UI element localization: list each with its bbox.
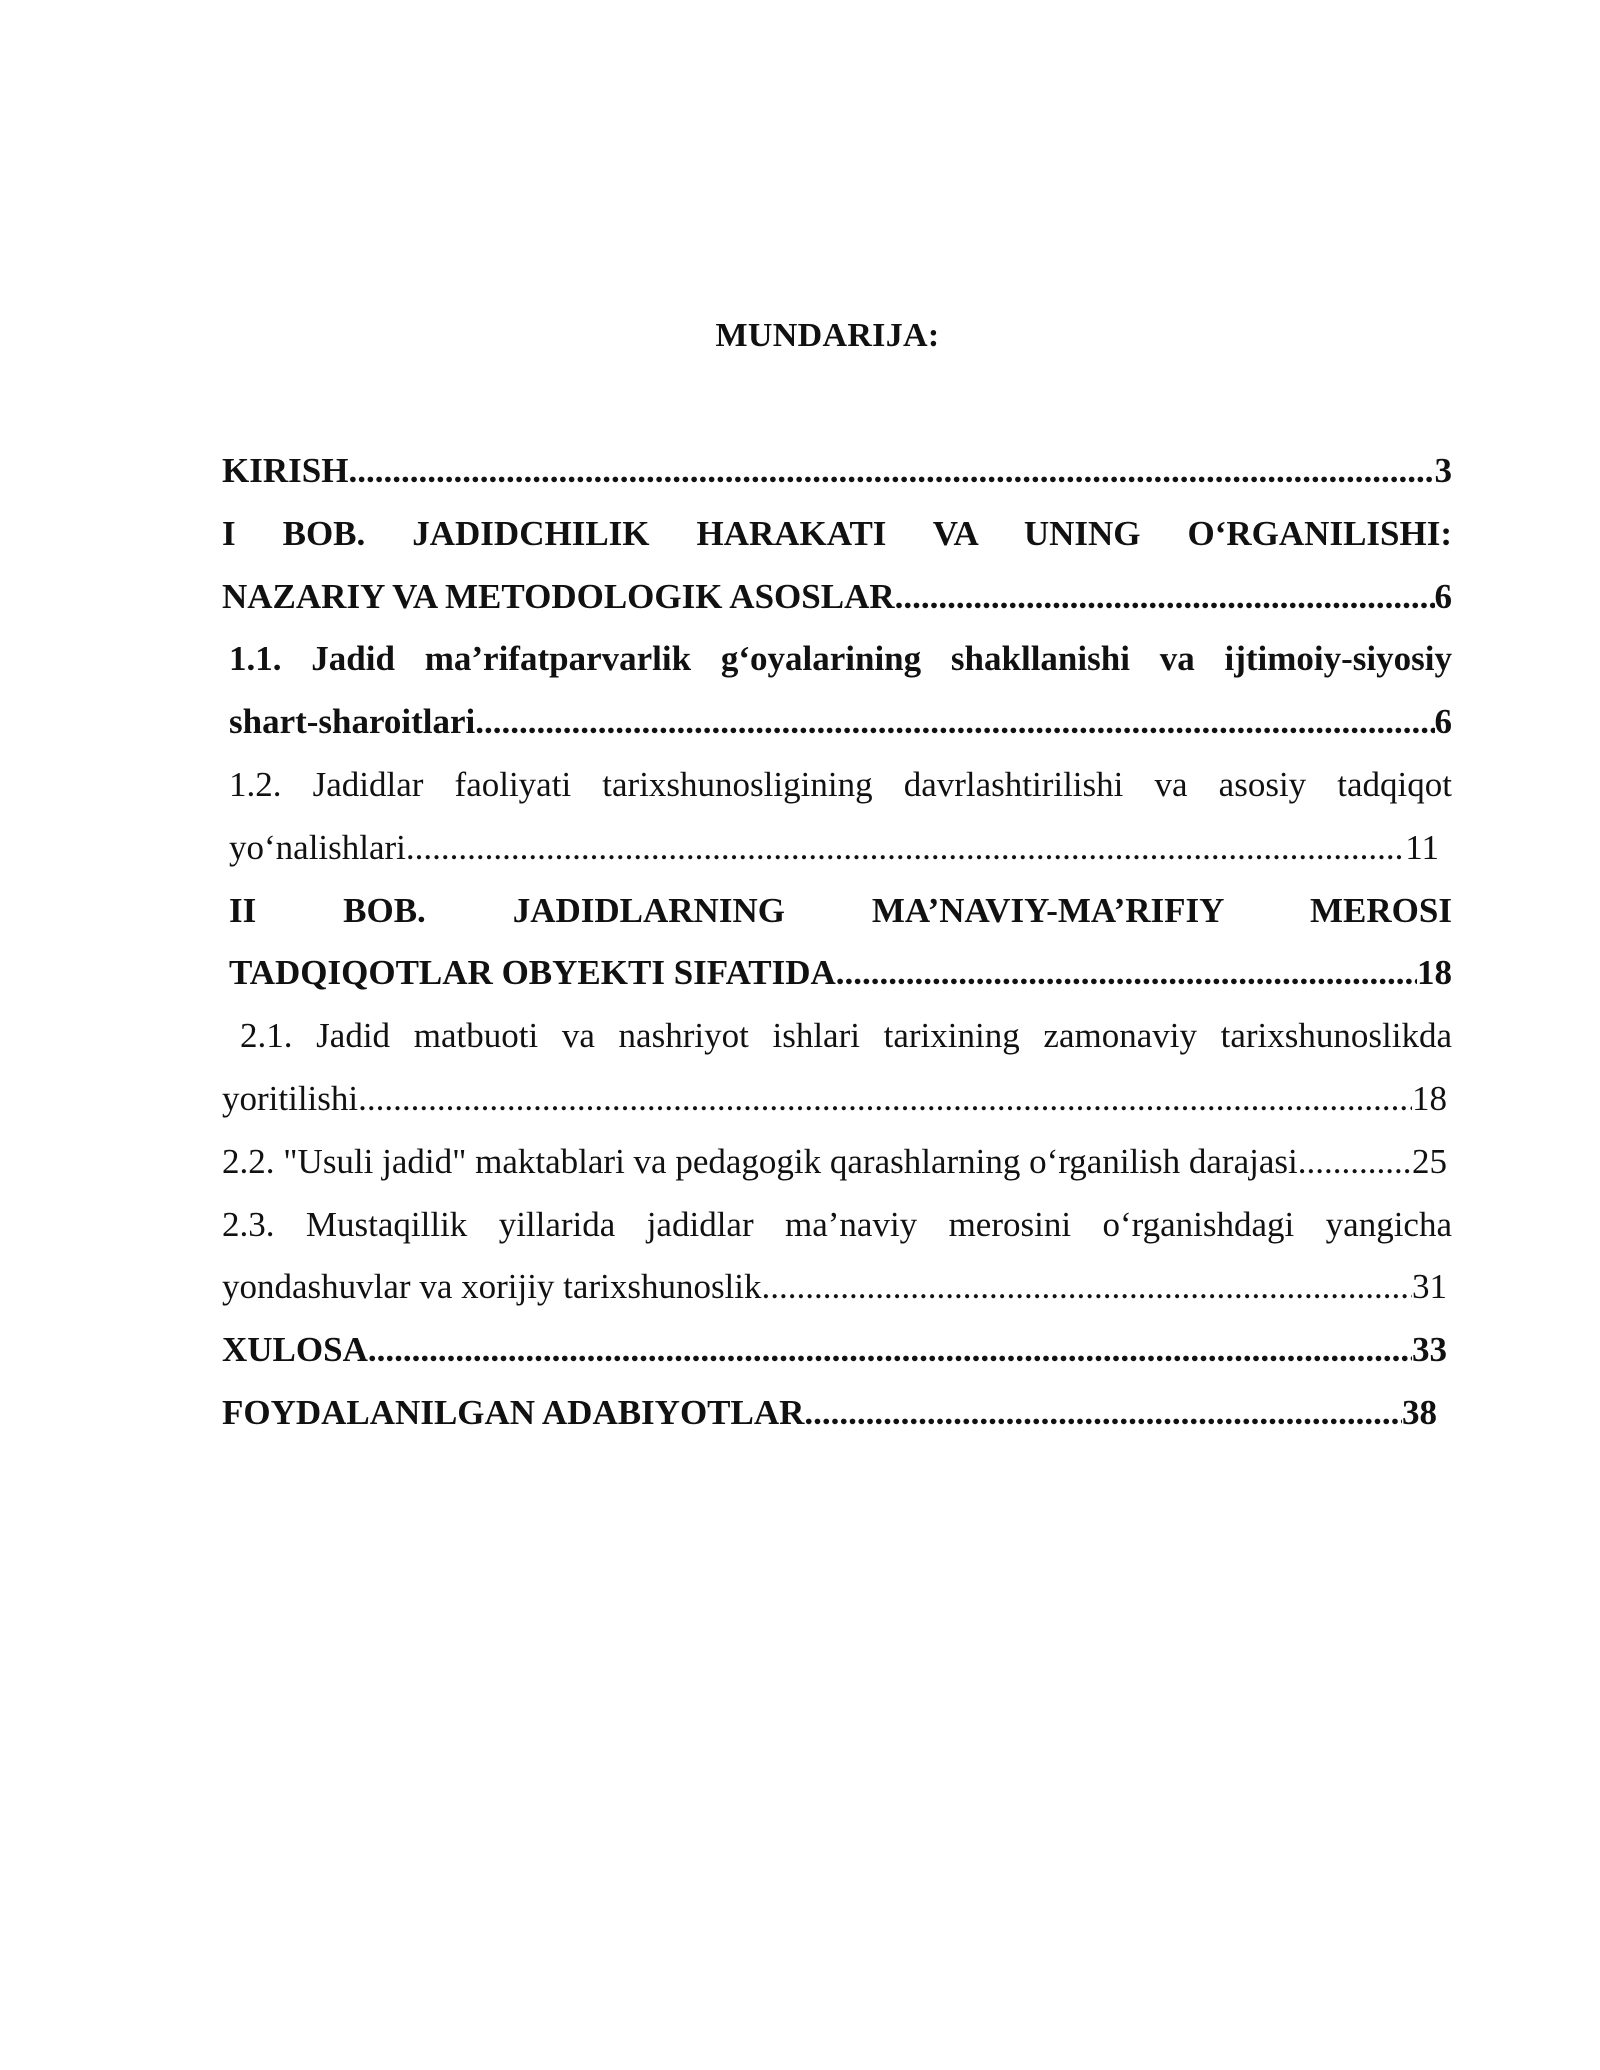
- dot-leader: [1298, 1131, 1412, 1194]
- dot-leader: [895, 566, 1435, 629]
- page-title: MUNDARIJA:: [715, 317, 940, 354]
- toc-entry-label: XULOSA: [222, 1330, 368, 1370]
- toc-entry-section-1-1[interactable]: [222, 628, 1452, 754]
- toc-entry-last-line: [222, 1068, 1447, 1131]
- toc-entry-last-line: [222, 566, 1452, 629]
- toc-entry-section-2-1[interactable]: [222, 1005, 1452, 1131]
- toc-page-number: 18: [1417, 953, 1452, 993]
- dot-leader: [348, 440, 1434, 503]
- toc-entry-section-2-2[interactable]: [222, 1131, 1447, 1194]
- toc-entry-last-line: [222, 1256, 1447, 1319]
- dot-leader: [804, 1382, 1402, 1445]
- table-of-contents: [222, 440, 1452, 1445]
- dot-leader: [836, 942, 1417, 1005]
- toc-entry-label: KIRISH: [222, 451, 349, 490]
- toc-entry-chapter-2[interactable]: [222, 880, 1452, 1006]
- toc-entry-chapter-1[interactable]: [222, 503, 1452, 629]
- toc-page-number: 18: [1412, 1078, 1447, 1118]
- toc-entry-section-1-2[interactable]: [222, 754, 1452, 880]
- toc-page-number: 31: [1412, 1267, 1447, 1307]
- dot-leader: [358, 1068, 1412, 1131]
- toc-page-number: 33: [1412, 1330, 1447, 1370]
- toc-entry-label: 2.3. Mustaqillik yillarida jadidlar ma’naviy merosini o‘rganishdagi yangicha: [222, 1204, 1452, 1244]
- toc-entry-label: 2.1. Jadid matbuoti va nashriyot ishlari tarixining zamonaviy tarixshunoslikda: [240, 1016, 1452, 1056]
- toc-entry-label-cont: yoritilishi: [222, 1078, 359, 1118]
- toc-entry-label-cont: NAZARIY VA METODOLOGIK ASOSLAR: [222, 576, 895, 616]
- toc-entry-label: II BOB. JADIDLARNING MA’NAVIY-MA’RIFIY MEROSI: [229, 890, 1452, 930]
- toc-entry-section-2-3[interactable]: [222, 1194, 1452, 1320]
- toc-entry-label: 2.2. "Usuli jadid" maktablari va pedagogik qarashlarning o‘rganilish darajasi: [222, 1141, 1298, 1181]
- toc-page-number: 25: [1412, 1141, 1447, 1181]
- toc-entry-label-cont: yo‘nalishlari: [229, 827, 406, 867]
- toc-page-number: 6: [1434, 702, 1452, 742]
- toc-page-number: 11: [1405, 827, 1439, 867]
- toc-entry-label: I BOB. JADIDCHILIK HARAKATI VA UNING O‘RGANILISHI:: [222, 513, 1452, 553]
- toc-entry-last-line: [229, 942, 1452, 1005]
- dot-leader: [762, 1256, 1412, 1319]
- toc-page-number: 38: [1402, 1392, 1437, 1432]
- toc-entry-label: 1.1. Jadid ma’rifatparvarlik g‘oyalarining shakllanishi va ijtimoiy-siyosiy: [229, 639, 1452, 679]
- dot-leader: [475, 691, 1434, 754]
- toc-page-number: 3: [1434, 451, 1452, 490]
- toc-entry-label: FOYDALANILGAN ADABIYOTLAR: [222, 1392, 805, 1432]
- toc-entry-label: 1.2. Jadidlar faoliyati tarixshunosligining davrlashtirilishi va asosiy tadqiqot: [229, 764, 1452, 804]
- toc-entry-last-line: [229, 691, 1452, 754]
- toc-entry-kirish[interactable]: [222, 440, 1452, 503]
- toc-entry-xulosa[interactable]: [222, 1319, 1447, 1382]
- toc-entry-last-line: [229, 817, 1439, 880]
- dot-leader: [406, 817, 1405, 880]
- toc-entry-bibliography[interactable]: [222, 1382, 1437, 1445]
- dot-leader: [368, 1319, 1412, 1382]
- toc-entry-label-cont: shart-sharoitlari: [229, 702, 476, 742]
- toc-entry-label-cont: TADQIQOTLAR OBYEKTI SIFATIDA: [229, 953, 836, 993]
- toc-page-number: 6: [1434, 576, 1452, 616]
- toc-entry-label-cont: yondashuvlar va xorijiy tarixshunoslik: [222, 1267, 762, 1307]
